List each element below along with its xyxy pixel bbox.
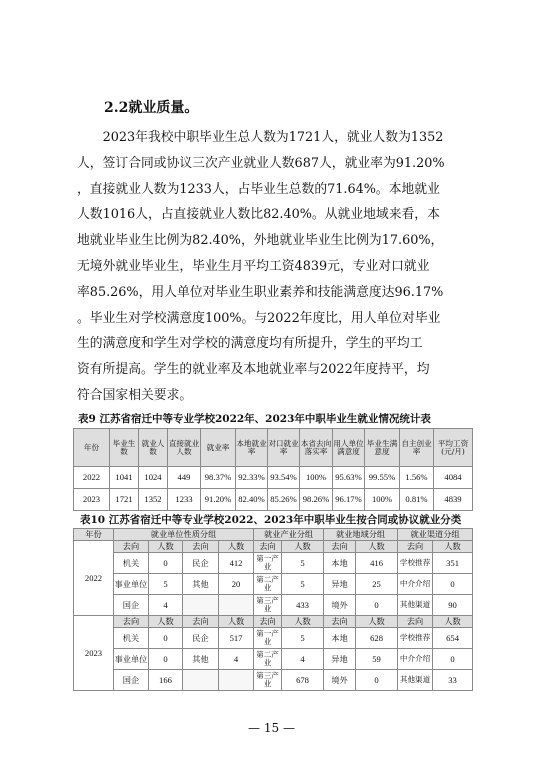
table9-cell: 2023 — [74, 489, 110, 511]
table10-sub-count: 人数 — [149, 541, 183, 553]
table10-cell — [219, 595, 254, 616]
table10-year: 2023 — [74, 616, 114, 691]
table9-cell: 1024 — [139, 467, 168, 489]
page-number: — 15 — — [248, 721, 295, 735]
table9-cell: 1352 — [139, 489, 168, 511]
table9-cell: 85.26% — [268, 489, 300, 511]
paragraph-line: 生的满意度和学生对学校的满意度均有所提升，学生的平均工 — [77, 336, 423, 352]
table10-group-header: 就业产业分组 — [254, 529, 324, 541]
table10-group-header: 就业单位性质分组 — [114, 529, 254, 541]
paragraph-line: 符合国家相关要求。 — [77, 387, 193, 403]
table10-cell: 25 — [356, 574, 398, 595]
table10-sub-direction: 去向 — [398, 616, 433, 628]
table10-cell: 0 — [149, 628, 183, 649]
table10-cell: 其他 — [183, 574, 219, 595]
table10-cell: 0 — [356, 595, 398, 616]
paragraph-line: 人，签订合同或协议三次产业就业人数687人，就业率为91.20% — [77, 155, 445, 171]
paragraph-line: ，直接就业人数为1233人，占毕业生总数的71.64%。本地就业 — [77, 181, 440, 197]
table10-cell: 0 — [356, 670, 398, 691]
table10-sub-direction: 去向 — [254, 616, 282, 628]
table10-cell: 433 — [282, 595, 324, 616]
table10-cell: 境外 — [324, 670, 356, 691]
table9-cell: 449 — [168, 467, 201, 489]
table10-cell: 中介介绍 — [398, 649, 433, 670]
table9-employment-stats — [73, 428, 473, 511]
table10-sub-direction: 去向 — [324, 541, 356, 553]
table9-cell: 4084 — [434, 467, 473, 489]
table9-cell: 100% — [365, 489, 400, 511]
table9-header: 年份 — [74, 429, 110, 467]
table10-cell: 678 — [282, 670, 324, 691]
table10-cell: 628 — [356, 628, 398, 649]
table10-cell — [183, 670, 219, 691]
table10-sub-count: 人数 — [433, 541, 473, 553]
table10-sub-count: 人数 — [282, 541, 324, 553]
table10-cell: 其他渠道 — [398, 595, 433, 616]
table9-header: 对口就业率 — [268, 429, 300, 467]
table9-cell: 1721 — [110, 489, 139, 511]
table10-sub-direction: 去向 — [254, 541, 282, 553]
table9-cell: 95.63% — [333, 467, 365, 489]
table10-cell — [183, 595, 219, 616]
table9-cell: 1.56% — [400, 467, 434, 489]
table10-cell: 第一产业 — [254, 628, 282, 649]
table9-cell: 98.37% — [201, 467, 236, 489]
table10-cell: 第三产业 — [254, 595, 282, 616]
paragraph-line: 地就业毕业生比例为82.40%，外地就业毕业生比例为17.60%， — [77, 233, 444, 249]
table9-header: 就业人数 — [139, 429, 168, 467]
table10-caption: 表10 江苏省宿迁中等专业学校2022、2023年中职毕业生按合同或协议就业分类 — [80, 514, 462, 526]
table10-sub-count: 人数 — [282, 616, 324, 628]
table10-cell: 第三产业 — [254, 670, 282, 691]
table10-sub-count: 人数 — [356, 616, 398, 628]
table9-header: 用人单位满意度 — [333, 429, 365, 467]
table10-year-header: 年份 — [74, 529, 114, 541]
table9-header: 毕业生数 — [110, 429, 139, 467]
table9-header: 直接就业人数 — [168, 429, 201, 467]
table10-sub-count: 人数 — [219, 616, 254, 628]
table10-cell: 境外 — [324, 595, 356, 616]
table10-cell: 5 — [282, 553, 324, 574]
paragraph-line: 。毕业生对学校满意度100%。与2022年度比，用人单位对毕业 — [77, 310, 441, 326]
table9-cell: 1041 — [110, 467, 139, 489]
table10-cell: 国企 — [114, 595, 149, 616]
table10-cell: 20 — [219, 574, 254, 595]
table10-sub-direction: 去向 — [114, 541, 149, 553]
table10-cell — [219, 670, 254, 691]
table10-sub-direction: 去向 — [398, 541, 433, 553]
table10-cell: 异地 — [324, 574, 356, 595]
table10-cell: 学校推荐 — [398, 553, 433, 574]
table10-group-header: 就业地域分组 — [324, 529, 398, 541]
table10-sub-direction: 去向 — [183, 541, 219, 553]
table10-cell: 机关 — [114, 628, 149, 649]
table10-sub-direction: 去向 — [324, 616, 356, 628]
table10-cell: 其他 — [183, 649, 219, 670]
table10-cell: 本地 — [324, 553, 356, 574]
table9-header: 平均工资(元/月) — [434, 429, 473, 467]
table10-cell: 中介介绍 — [398, 574, 433, 595]
table10-cell: 0 — [433, 574, 473, 595]
body-paragraph — [77, 125, 469, 409]
table10-cell: 351 — [433, 553, 473, 574]
table10-cell: 5 — [282, 628, 324, 649]
table10-cell: 166 — [149, 670, 183, 691]
table10-cell: 学校推荐 — [398, 628, 433, 649]
table9-cell: 96.17% — [333, 489, 365, 511]
table9-cell: 2022 — [74, 467, 110, 489]
table10-cell: 5 — [149, 574, 183, 595]
table10-cell: 59 — [356, 649, 398, 670]
table10-cell: 416 — [356, 553, 398, 574]
table9-header: 本地就业率 — [236, 429, 268, 467]
table10-cell: 事业单位 — [114, 574, 149, 595]
table10-cell: 90 — [433, 595, 473, 616]
section-heading: 2.2就业质量。 — [104, 100, 199, 116]
table10-sub-count: 人数 — [219, 541, 254, 553]
table10-cell: 33 — [433, 670, 473, 691]
table10-sub-count: 人数 — [149, 616, 183, 628]
table9-cell: 92.33% — [236, 467, 268, 489]
table9-cell: 1233 — [168, 489, 201, 511]
table10-cell: 654 — [433, 628, 473, 649]
table9-caption: 表9 江苏省宿迁中等专业学校2022年、2023年中职毕业生就业情况统计表 — [78, 413, 431, 425]
table9-cell: 4839 — [434, 489, 473, 511]
table10-cell: 第一产业 — [254, 553, 282, 574]
table10-cell: 民企 — [183, 553, 219, 574]
table10-cell: 0 — [433, 649, 473, 670]
table9-header: 自主创业率 — [400, 429, 434, 467]
table10-cell: 其他渠道 — [398, 670, 433, 691]
table9-cell: 0.81% — [400, 489, 434, 511]
paragraph-line: 2023年我校中职毕业生总人数为1721人，就业人数为1352 — [77, 130, 444, 145]
table10-cell: 国企 — [114, 670, 149, 691]
table10-sub-direction: 去向 — [114, 616, 149, 628]
table10-sub-count: 人数 — [433, 616, 473, 628]
table9-header: 毕业生满意度 — [365, 429, 400, 467]
table10-cell: 4 — [149, 595, 183, 616]
table10-cell: 517 — [219, 628, 254, 649]
table9-header: 就业率 — [201, 429, 236, 467]
table10-cell: 0 — [149, 553, 183, 574]
paragraph-line: 无境外就业毕业生，毕业生月平均工资4839元，专业对口就业 — [77, 258, 430, 274]
table10-cell: 4 — [282, 649, 324, 670]
table10-cell: 4 — [219, 649, 254, 670]
paragraph-line: 资有所提高。学生的就业率及本地就业率与2022年度持平，均 — [77, 362, 430, 378]
table9-cell: 98.26% — [300, 489, 333, 511]
table10-contract-employment — [73, 528, 473, 691]
table9-cell: 100% — [300, 467, 333, 489]
table10-cell: 本地 — [324, 628, 356, 649]
paragraph-line: 率85.26%，用人单位对毕业生职业素养和技能满意度达96.17% — [77, 284, 444, 300]
table9-cell: 93.54% — [268, 467, 300, 489]
table10-cell: 412 — [219, 553, 254, 574]
table10-cell: 0 — [149, 649, 183, 670]
paragraph-line: 人数1016人，占直接就业人数比82.40%。从就业地域来看，本 — [77, 207, 440, 223]
table9-cell: 91.20% — [201, 489, 236, 511]
table10-cell: 事业单位 — [114, 649, 149, 670]
table10-cell: 异地 — [324, 649, 356, 670]
table10-cell: 第二产业 — [254, 574, 282, 595]
table9-cell: 82.40% — [236, 489, 268, 511]
table10-group-header: 就业渠道分组 — [398, 529, 473, 541]
table9-cell: 99.55% — [365, 467, 400, 489]
table10-cell: 5 — [282, 574, 324, 595]
table10-sub-count: 人数 — [356, 541, 398, 553]
table10-cell: 机关 — [114, 553, 149, 574]
table9-header: 本省去向落实率 — [300, 429, 333, 467]
table10-year: 2022 — [74, 541, 114, 616]
table10-sub-direction: 去向 — [183, 616, 219, 628]
table10-cell: 第二产业 — [254, 649, 282, 670]
table10-cell: 民企 — [183, 628, 219, 649]
